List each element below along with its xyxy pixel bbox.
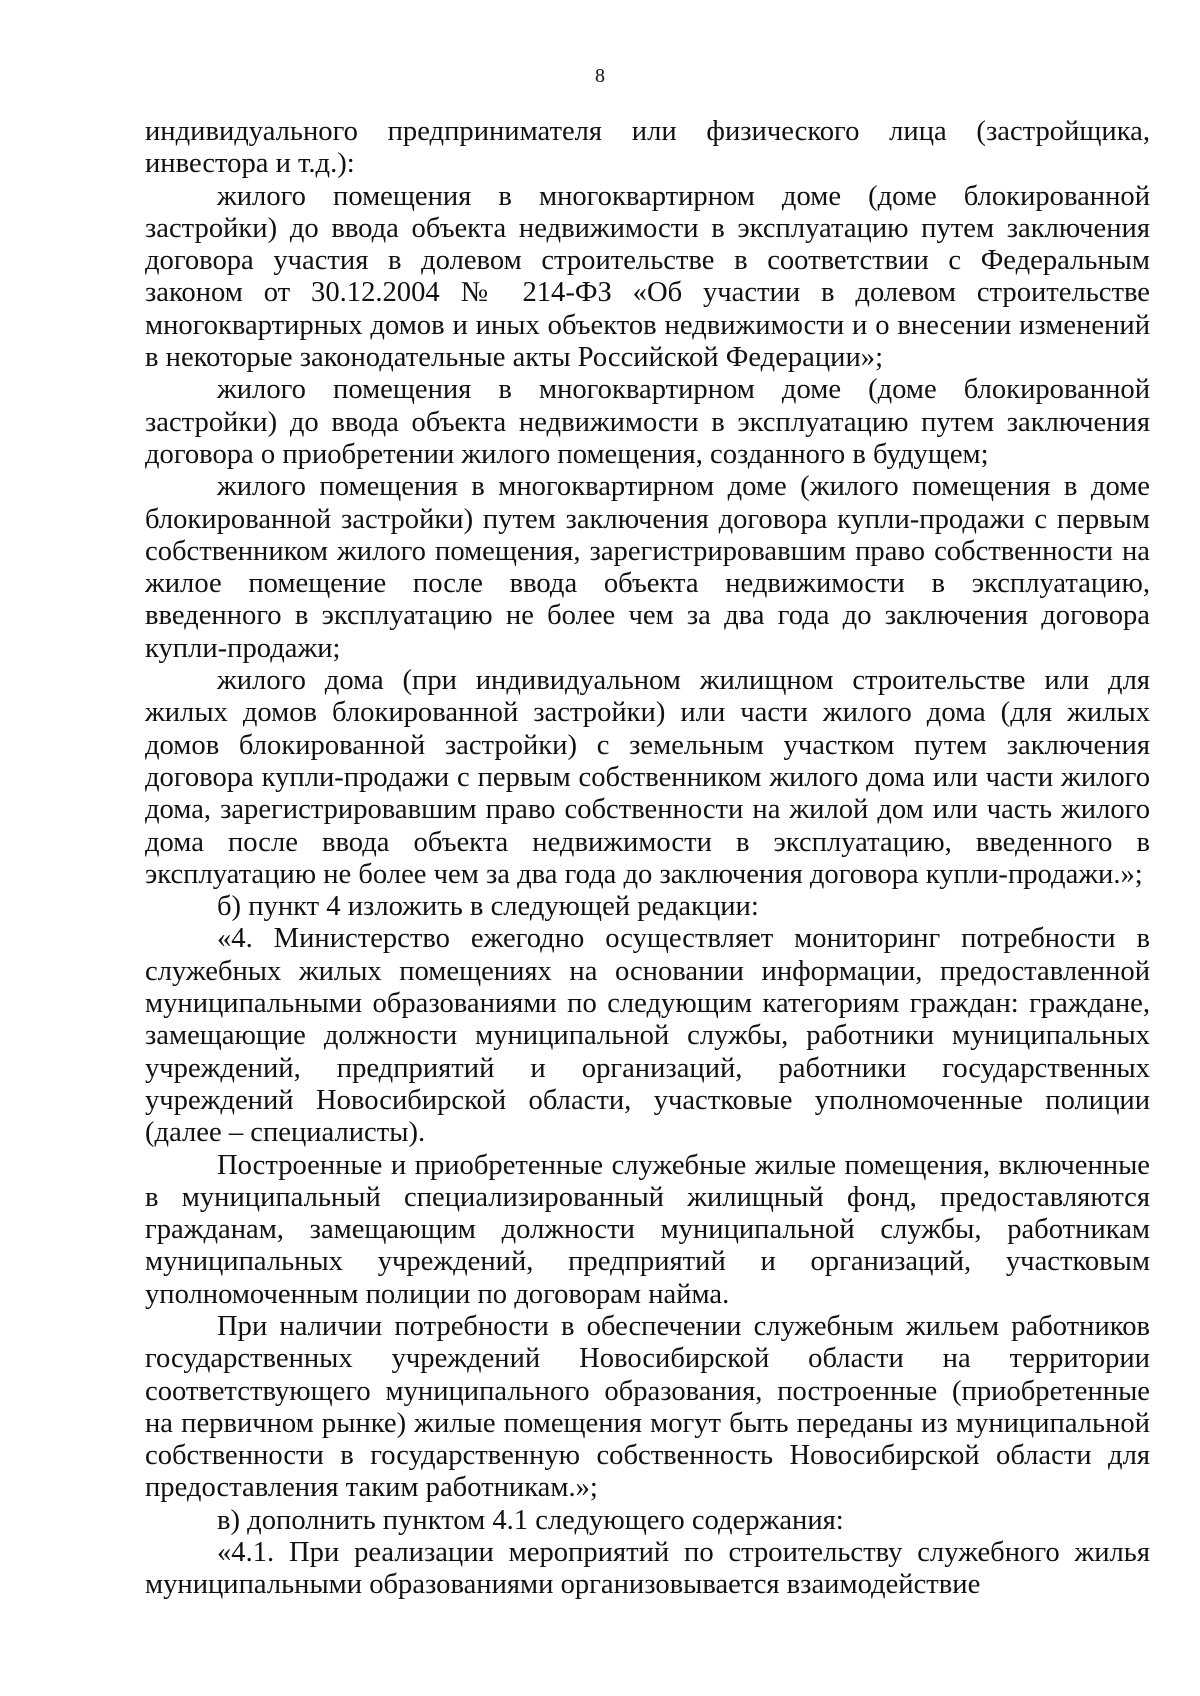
- paragraph-point-4-1: «4.1. При реализации мероприятий по строительству служебного жилья муниципальными образованиями организовывается взаимодействие: [145, 1537, 1150, 1601]
- paragraph-point-4-monitoring: «4. Министерство ежегодно осуществляет мониторинг потребности в служебных жилых помещениях на основании информации, предоставленной муниципальными образованиями по следующим категориям граждан: граждане, замещающие должности муниципальной службы, работники муниципальных учреждений, предприятий и организаций, работники государственных учреждений Новосибирской области, участковые уполномоченные полиции (далее – специалисты).: [145, 923, 1150, 1149]
- document-body: [145, 116, 1150, 1602]
- paragraph-continuation: индивидуального предпринимателя или физического лица (застройщика, инвестора и т.д.):: [145, 116, 1150, 180]
- paragraph-point-4-transfer: При наличии потребности в обеспечении служебным жильем работников государственных учреждений Новосибирской области на территории соответствующего муниципального образования, построенные (приобретенные на первичном рынке) жилые помещения могут быть переданы из муниципальной собственности в государственную собственность Новосибирской области для предоставления таким работникам.»;: [145, 1310, 1150, 1504]
- paragraph-point-4-provision: Построенные и приобретенные служебные жилые помещения, включенные в муниципальный специализированный жилищный фонд, предоставляются гражданам, замещающим должности муниципальной службы, работникам муниципальных учреждений, предприятий и организаций, участковым уполномоченным полиции по договорам найма.: [145, 1149, 1150, 1310]
- paragraph-residential-premises-first-owner: жилого помещения в многоквартирном доме (жилого помещения в доме блокированной застройки) путем заключения договора купли-продажи с первым собственником жилого помещения, зарегистрировавшим право собственности на жилое помещение после ввода объекта недвижимости в эксплуатацию, введенного в эксплуатацию не более чем за два года до заключения договора купли-продажи;: [145, 471, 1150, 664]
- paragraph-residential-house-land-plot: жилого дома (при индивидуальном жилищном строительстве или для жилых домов блокированной застройки) или части жилого дома (для жилых домов блокированной застройки) с земельным участком путем заключения договора купли-продажи с первым собственником жилого дома или части жилого дома, зарегистрировавшим право собственности на жилой дом или часть жилого дома после ввода объекта недвижимости в эксплуатацию, введенного в эксплуатацию не более чем за два года до заключения договора купли-продажи.»;: [145, 665, 1150, 890]
- paragraph-item-v-heading: в) дополнить пунктом 4.1 следующего содержания:: [217, 1504, 844, 1536]
- paragraph-residential-premises-shared-construction: жилого помещения в многоквартирном доме (доме блокированной застройки) до ввода объекта недвижимости в эксплуатацию путем заключения договора участия в долевом строительстве в соответствии с Федеральным законом от 30.12.2004 № 214-ФЗ «Об участии в долевом строительстве многоквартирных домов и иных объектов недвижимости и о внесении изменений в некоторые законодательные акты Российской Федерации»;: [145, 180, 1150, 374]
- paragraph-item-b-heading: б) пункт 4 изложить в следующей редакции:: [217, 891, 759, 923]
- page-number: 8: [595, 65, 605, 87]
- paragraph-residential-premises-future-purchase: жилого помещения в многоквартирном доме (доме блокированной застройки) до ввода объекта недвижимости в эксплуатацию путем заключения договора о приобретении жилого помещения, созданного в будущем;: [145, 374, 1150, 470]
